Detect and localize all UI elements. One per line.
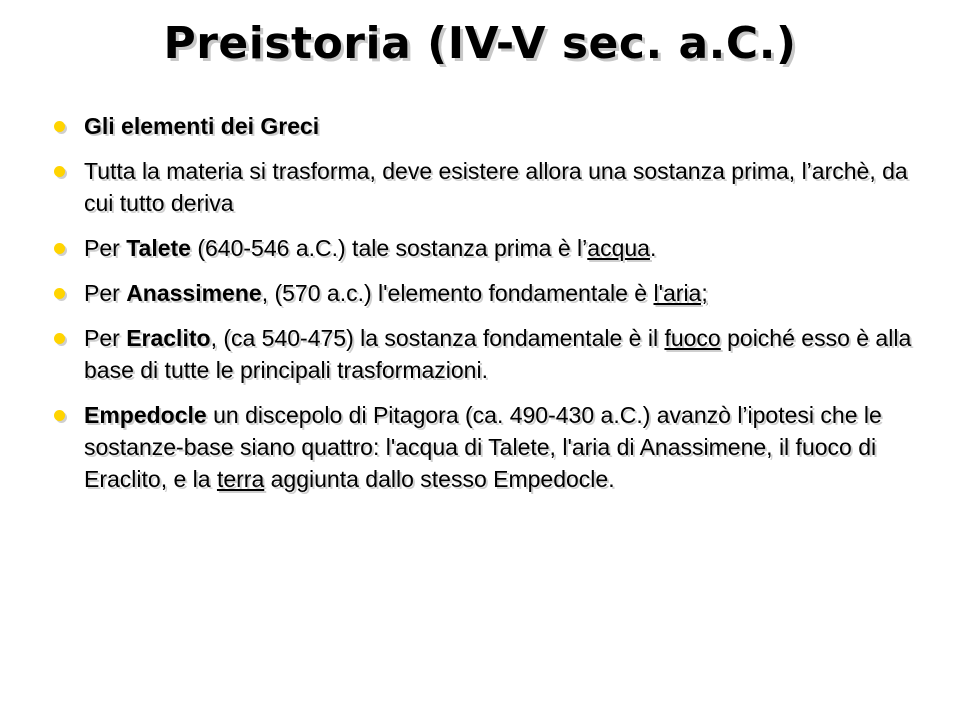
bullet-item [52, 232, 912, 264]
bullet-dot-icon [54, 288, 65, 299]
bullet-text: Per [84, 280, 127, 306]
slide-title: Preistoria (IV-V sec. a.C.) [163, 18, 797, 69]
bullet-text: aggiunta dallo stesso Empedocle. [264, 466, 615, 492]
philosopher-name: Empedocle [84, 402, 207, 428]
philosopher-name: Anassimene [126, 280, 262, 306]
bullet-text: . [649, 235, 657, 261]
bullet-item [52, 322, 912, 386]
bullet-text: Tutta la materia si trasforma, deve esistere allora una sostanza prima, l’archè, da cui tutto deriva [84, 158, 908, 216]
element-term: terra [216, 466, 265, 492]
bullet-item [52, 399, 912, 495]
bullet-text: Per [84, 325, 127, 351]
element-term: acqua [587, 235, 650, 261]
bullet-dot-icon [54, 243, 65, 254]
philosopher-name: Talete [126, 235, 191, 261]
bullet-text: , (ca 540-475) la sostanza fondamentale è il [210, 325, 665, 351]
philosopher-name: Eraclito [126, 325, 211, 351]
element-term: l'aria; [653, 280, 708, 306]
element-term: fuoco [664, 325, 721, 351]
bullet-dot-icon [54, 333, 65, 344]
bullet-item [52, 110, 912, 142]
bullet-item [52, 155, 912, 219]
bullet-text: Gli elementi dei Greci [84, 113, 320, 139]
bullet-dot-icon [54, 121, 65, 132]
bullet-dot-icon [54, 166, 65, 177]
bullet-text: , (570 a.c.) l'elemento fondamentale è [261, 280, 654, 306]
bullet-list [52, 110, 912, 508]
bullet-text: (640-546 a.C.) tale sostanza prima è l’ [190, 235, 588, 261]
bullet-text: Per [84, 235, 127, 261]
bullet-dot-icon [54, 410, 65, 421]
bullet-text: poiché esso è alla base di tutte le principali trasformazioni. [84, 325, 912, 383]
bullet-item [52, 277, 912, 309]
bullet-text: un discepolo di Pitagora (ca. 490-430 a.C.) avanzò l’ipotesi che le sostanze-base siano quattro: l'acqua di Talete, l'aria di Anassimene, il fuoco di Eraclito, e la [84, 402, 882, 492]
